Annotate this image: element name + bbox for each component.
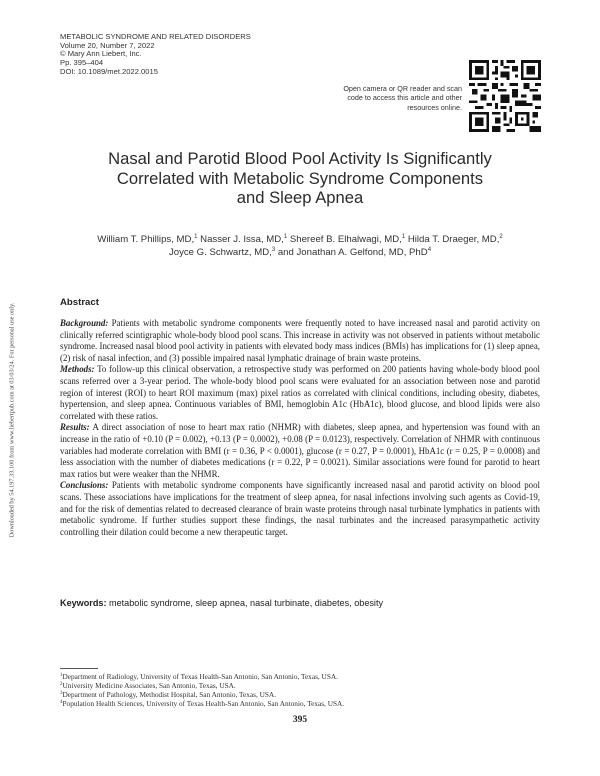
section-text: Patients with metabolic syndrome components have significantly increased nasal and parotid activity on blood pool scans. These associations have implications for the treatment of sleep apnea, for nasal infections involving such agents as Covid-19, and for the risk of dementias related to decreased clearance of brain waste proteins through nasal turbinate lymphatics in patients with metabolic syndrome. If further studies support these findings, the nasal turbinates and the increased parasympathetic activity controlling their dilation could become a new therapeutic target. — [60, 480, 540, 537]
title-line: Nasal and Parotid Blood Pool Activity Is Significantly — [108, 149, 492, 168]
affiliation-number: 1 — [60, 673, 63, 678]
author-name: and Jonathan A. Gelfond, MD, PhD — [275, 247, 428, 258]
author-name: Hilda T. Draeger, MD, — [405, 234, 500, 245]
author-affiliation: 1 — [401, 234, 406, 240]
section-label: Conclusions: — [60, 480, 109, 491]
section-text: A direct association of nose to heart max ratio (NHMR) with diabetes, sleep apnea, and hypertension was found with an increase in the ratio of +0.10 (P = 0.002), +0.13 (P = 0.0002), +0.08 (P = 0.0123), respectively. Correlation of NHMR with continuous variables had moderate correlation with BMI (r = 0.36, P < 0.0001), glucose (r = 0.27, P = 0.0001), HbA1c (r = 0.25, P = 0.0008) and less association with the number of diabetes medications (r = 0.22, P = 0.0021). Similar associations were found for parotid to heart max ratios but were weaker than the NHMR. — [60, 422, 540, 479]
section-label: Background: — [60, 318, 109, 328]
affiliations — [60, 673, 344, 709]
author-affiliation: 4 — [427, 247, 432, 253]
affiliation-number: 2 — [60, 681, 63, 687]
download-sidebar — [6, 240, 18, 600]
author-line — [60, 246, 540, 259]
abstract-conclusions — [60, 480, 540, 538]
section-text: Patients with metabolic syndrome components were frequently noted to have increased nasal and parotid activity on clinically referred scintigraphic whole-body blood pool scans. This increase in activity was not observed in patients without metabolic syndrome. Increased nasal blood pool activity in patients with elevated body mass indices (BMIs) has implications for (1) sleep apnea, (2) risk of nasal infection, and (3) possible impaired nasal lymphatic drainage of brain waste proteins. — [60, 318, 540, 363]
affiliation-text: Population Health Sciences, University of Texas Health-San Antonio, San Antonio, Texas, USA. — [62, 698, 345, 708]
author-affiliation: 3 — [271, 247, 276, 253]
qr-note: Open camera or QR reader and scan code to access this article and other resources online. — [343, 84, 462, 112]
journal-doi: DOI: 10.1089/met.2022.0015 — [60, 66, 158, 76]
title-line: Correlated with Metabolic Syndrome Components — [116, 168, 484, 188]
abstract-body — [60, 318, 540, 538]
abstract-methods — [60, 364, 540, 422]
title-line: and Sleep Apnea — [236, 188, 364, 208]
journal-pages: Pp. 395–404 — [60, 58, 104, 68]
author-affiliation: 1 — [194, 234, 198, 240]
section-label: Results: — [60, 422, 90, 433]
journal-name: METABOLIC SYNDROME AND RELATED DISORDERS — [60, 32, 251, 41]
author-name: Nasser J. Issa, MD, — [197, 234, 284, 245]
keywords — [60, 598, 383, 608]
affiliation-number: 3 — [60, 690, 63, 696]
footnote-divider — [60, 668, 98, 669]
journal-header — [60, 33, 251, 77]
keywords-text: metabolic syndrome, sleep apnea, nasal turbinate, diabetes, obesity — [106, 598, 384, 608]
author-line — [60, 233, 540, 246]
abstract-background — [60, 318, 540, 364]
article-title — [60, 149, 540, 208]
author-name: Joyce G. Schwartz, MD, — [168, 247, 272, 258]
journal-copyright: © Mary Ann Liebert, Inc. — [60, 49, 142, 59]
section-text: To follow-up this clinical observation, a retrospective study was performed on 200 patients having whole-body blood pool scans referred over a 3-year period. The whole-body blood pool scans were evaluated for an association between nose and parotid region of interest (ROI) to heart ROI maximum (max) pixel ratios as correlated with clinical conditions, including obesity, diabetes, hypertension, and sleep apnea. Continuous variables of BMI, hemoglobin A1c (HbA1c), blood glucose, and blood lipids were also correlated with these ratios. — [60, 364, 540, 421]
journal-volume: Volume 20, Number 7, 2022 — [60, 40, 155, 50]
affiliation-item — [60, 700, 344, 709]
affiliation-text: Department of Radiology, University of Texas Health-San Antonio, San Antonio, Texas, USA. — [62, 672, 338, 681]
page-number: 395 — [292, 715, 308, 725]
abstract-heading: Abstract — [60, 297, 99, 308]
qr-code-icon[interactable] — [469, 60, 541, 132]
author-affiliation: 1 — [283, 234, 288, 240]
keywords-label: Keywords: — [60, 598, 107, 608]
author-name: Shereef B. Elhalwagi, MD, — [287, 234, 402, 245]
affiliation-text: University Medicine Associates, San Antonio, Texas, USA. — [62, 680, 236, 690]
section-label: Methods: — [60, 364, 95, 375]
author-list — [60, 233, 540, 259]
author-affiliation: 2 — [499, 234, 503, 240]
affiliation-text: Department of Pathology, Methodist Hospital, San Antonio, Texas, USA. — [62, 689, 277, 699]
affiliation-number: 4 — [60, 699, 63, 705]
abstract-results — [60, 422, 540, 480]
download-note: Downloaded by 54.197.33.100 from www.liebertpub.com at 03/03/24. For personal use only. — [8, 302, 16, 538]
author-name: William T. Phillips, MD, — [97, 234, 195, 245]
